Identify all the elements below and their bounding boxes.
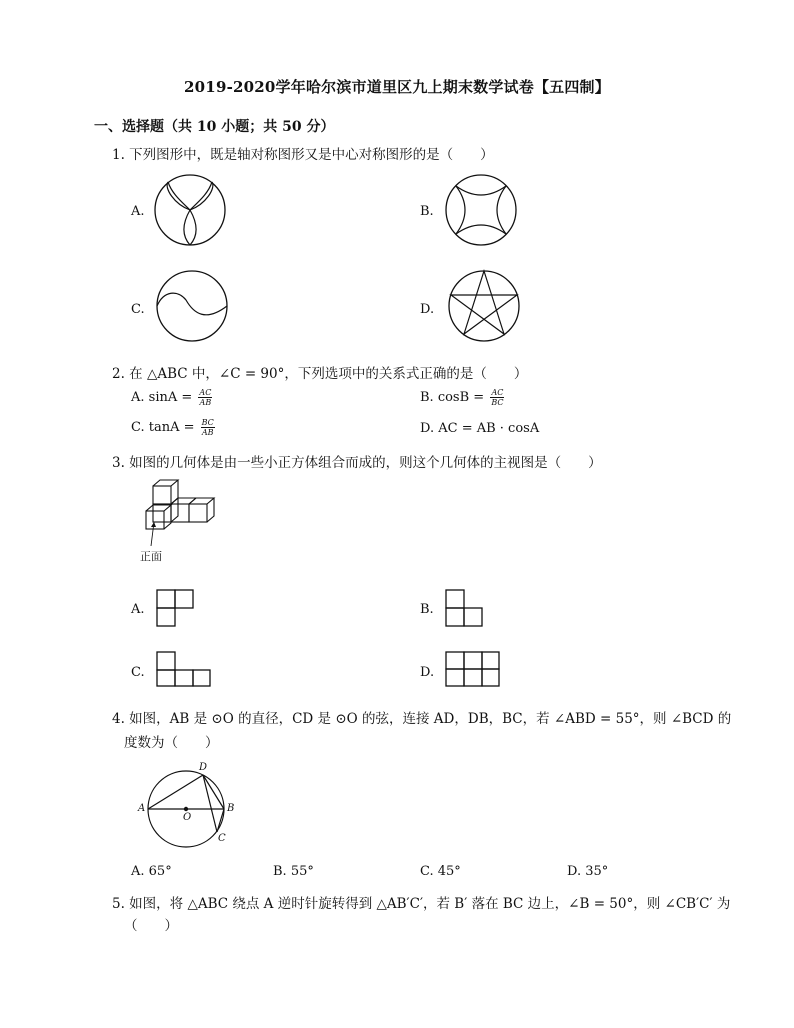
- q4-option-d: D. 35°: [567, 864, 609, 879]
- q5-stem-line2: （ ）: [124, 918, 178, 934]
- q2-option-b: [420, 388, 504, 407]
- q2-option-b-fraction: [490, 388, 504, 407]
- page-title: 2019-2020学年哈尔滨市道里区九上期末数学试卷【五四制】: [184, 78, 610, 96]
- q2-option-a: [131, 388, 212, 407]
- q4-stem-line1: 4. 如图，AB 是 ⊙O 的直径，CD 是 ⊙O 的弦，连接 AD，DB，BC，若 ∠ABD = 55°，则 ∠BCD 的: [112, 711, 732, 727]
- q2-b-num: AC: [491, 388, 504, 397]
- q2-c-num: BC: [201, 418, 214, 427]
- q4-label-d: D: [199, 762, 208, 773]
- q1-option-b: B.: [420, 204, 434, 219]
- q2-option-c-fraction: [201, 418, 215, 437]
- q2-option-c: [131, 418, 215, 437]
- q1-stem: 1. 下列图形中，既是轴对称图形又是中心对称图形的是（ ）: [112, 147, 494, 163]
- q3-stem: 3. 如图的几何体是由一些小正方体组合而成的，则这个几何体的主视图是（ ）: [112, 455, 602, 471]
- q4-label-c: C: [218, 833, 226, 844]
- q5-stem-line1: 5. 如图，将 △ABC 绕点 A 逆时针旋转得到 △AB′C′，若 B′ 落在 BC 边上，∠B = 50°，则 ∠CB′C′ 为: [112, 896, 731, 912]
- q2-stem: 2. 在 △ABC 中，∠C = 90°，下列选项中的关系式正确的是（ ）: [112, 366, 528, 382]
- q1-figure-c: [154, 270, 230, 342]
- q3-view-b: [446, 590, 486, 630]
- q2-option-a-prefix: A. sinA =: [131, 390, 193, 405]
- q2-option-d: D. AC = AB · cosA: [420, 421, 540, 436]
- q3-cube-figure: [138, 478, 238, 558]
- q1-figure-d: [446, 270, 522, 342]
- section-heading: 一、选择题（共 10 小题；共 50 分）: [94, 119, 335, 135]
- q4-label-o: O: [183, 812, 192, 823]
- q4-label-a: A: [138, 803, 146, 814]
- q1-option-a: A.: [131, 204, 145, 219]
- q2-a-num: AC: [199, 388, 212, 397]
- q3-view-a: [157, 590, 197, 630]
- q3-option-c: C.: [131, 665, 145, 680]
- q3-view-c: [157, 652, 217, 692]
- q3-view-d: [446, 652, 506, 692]
- q4-stem-line2: 度数为（ ）: [124, 735, 219, 751]
- q3-option-d: D.: [420, 665, 435, 680]
- q1-option-c: C.: [131, 302, 145, 317]
- q2-a-den: AB: [199, 398, 212, 407]
- q4-label-b: B: [227, 803, 235, 814]
- q4-option-a: A. 65°: [131, 864, 172, 879]
- q3-option-b: B.: [420, 602, 434, 617]
- q2-option-a-fraction: [198, 388, 212, 407]
- q4-option-c: C. 45°: [420, 864, 461, 879]
- q3-front-label: 正面: [140, 550, 162, 563]
- q2-c-den: AB: [201, 428, 214, 437]
- q2-b-den: BC: [491, 398, 504, 407]
- q2-option-c-prefix: C. tanA =: [131, 420, 195, 435]
- q4-option-b: B. 55°: [273, 864, 314, 879]
- q1-figure-b: [443, 174, 519, 246]
- q1-figure-a: [152, 174, 228, 246]
- q1-option-d: D.: [420, 302, 435, 317]
- q3-option-a: A.: [131, 602, 145, 617]
- q2-option-b-prefix: B. cosB =: [420, 390, 485, 405]
